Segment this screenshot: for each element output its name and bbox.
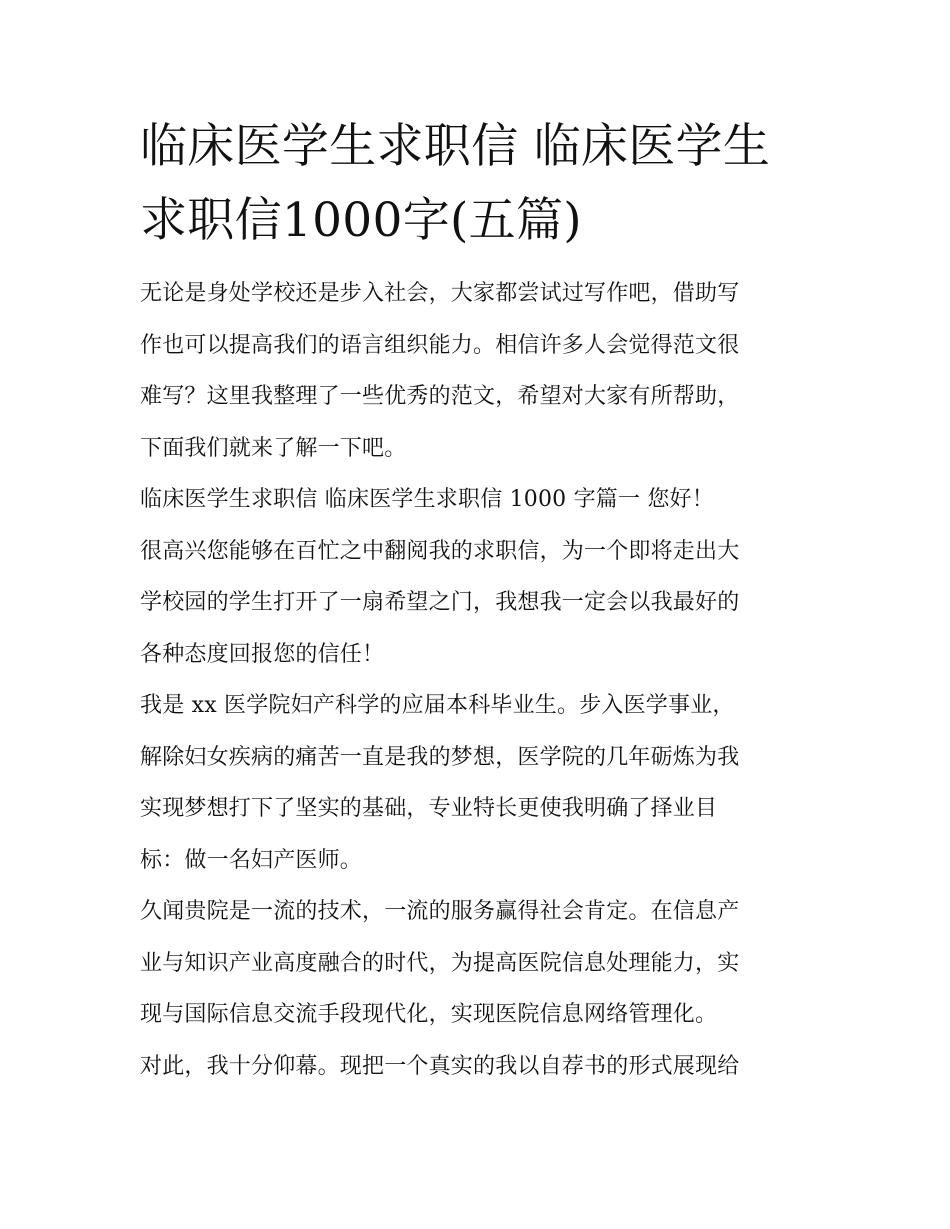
paragraph-closing-fragment: 对此，我十分仰幕。现把一个真实的我以自荐书的形式展现给 xyxy=(140,1053,740,1079)
document-body xyxy=(140,110,812,1092)
paragraph-heading-greeting: 临床医学生求职信 临床医学生求职信 1000 字篇一 您好！ xyxy=(140,487,714,512)
paragraph-thanks: 很高兴您能够在百忙之中翻阅我的求职信，为一个即将走出大 学校园的学生打开了一扇希望之门，我想我一定会以我最好的 各种态度回报您的信任！ xyxy=(140,538,740,667)
paragraph-intro: 无论是身处学校还是步入社会，大家都尝试过写作吧，借助写 作也可以提高我们的语言组织能力。相信许多人会觉得范文很 难写？这里我整理了一些优秀的范文，希望对大家有所帮助， 下面我们就来了解一下吧。 xyxy=(140,281,740,461)
paragraph-hospital-praise: 久闻贵院是一流的技术，一流的服务赢得社会肯定。在信息产 业与知识产业高度融合的时代，为提高医院信息处理能力，实 现与国际信息交流手段现代化，实现医院信息网络管理化。 xyxy=(140,899,740,1027)
paragraph-self-introduction: 我是 xx 医学院妇产科学的应届本科毕业生。步入医学事业， 解除妇女疾病的痛苦一直是我的梦想，医学院的几年砺炼为我 实现梦想打下了坚实的基础，专业特长更使我明确了择业目 标：做一名妇产医师。 xyxy=(140,693,740,873)
document-title: 临床医学生求职信 临床医学生 求职信1000字(五篇) xyxy=(140,119,771,248)
